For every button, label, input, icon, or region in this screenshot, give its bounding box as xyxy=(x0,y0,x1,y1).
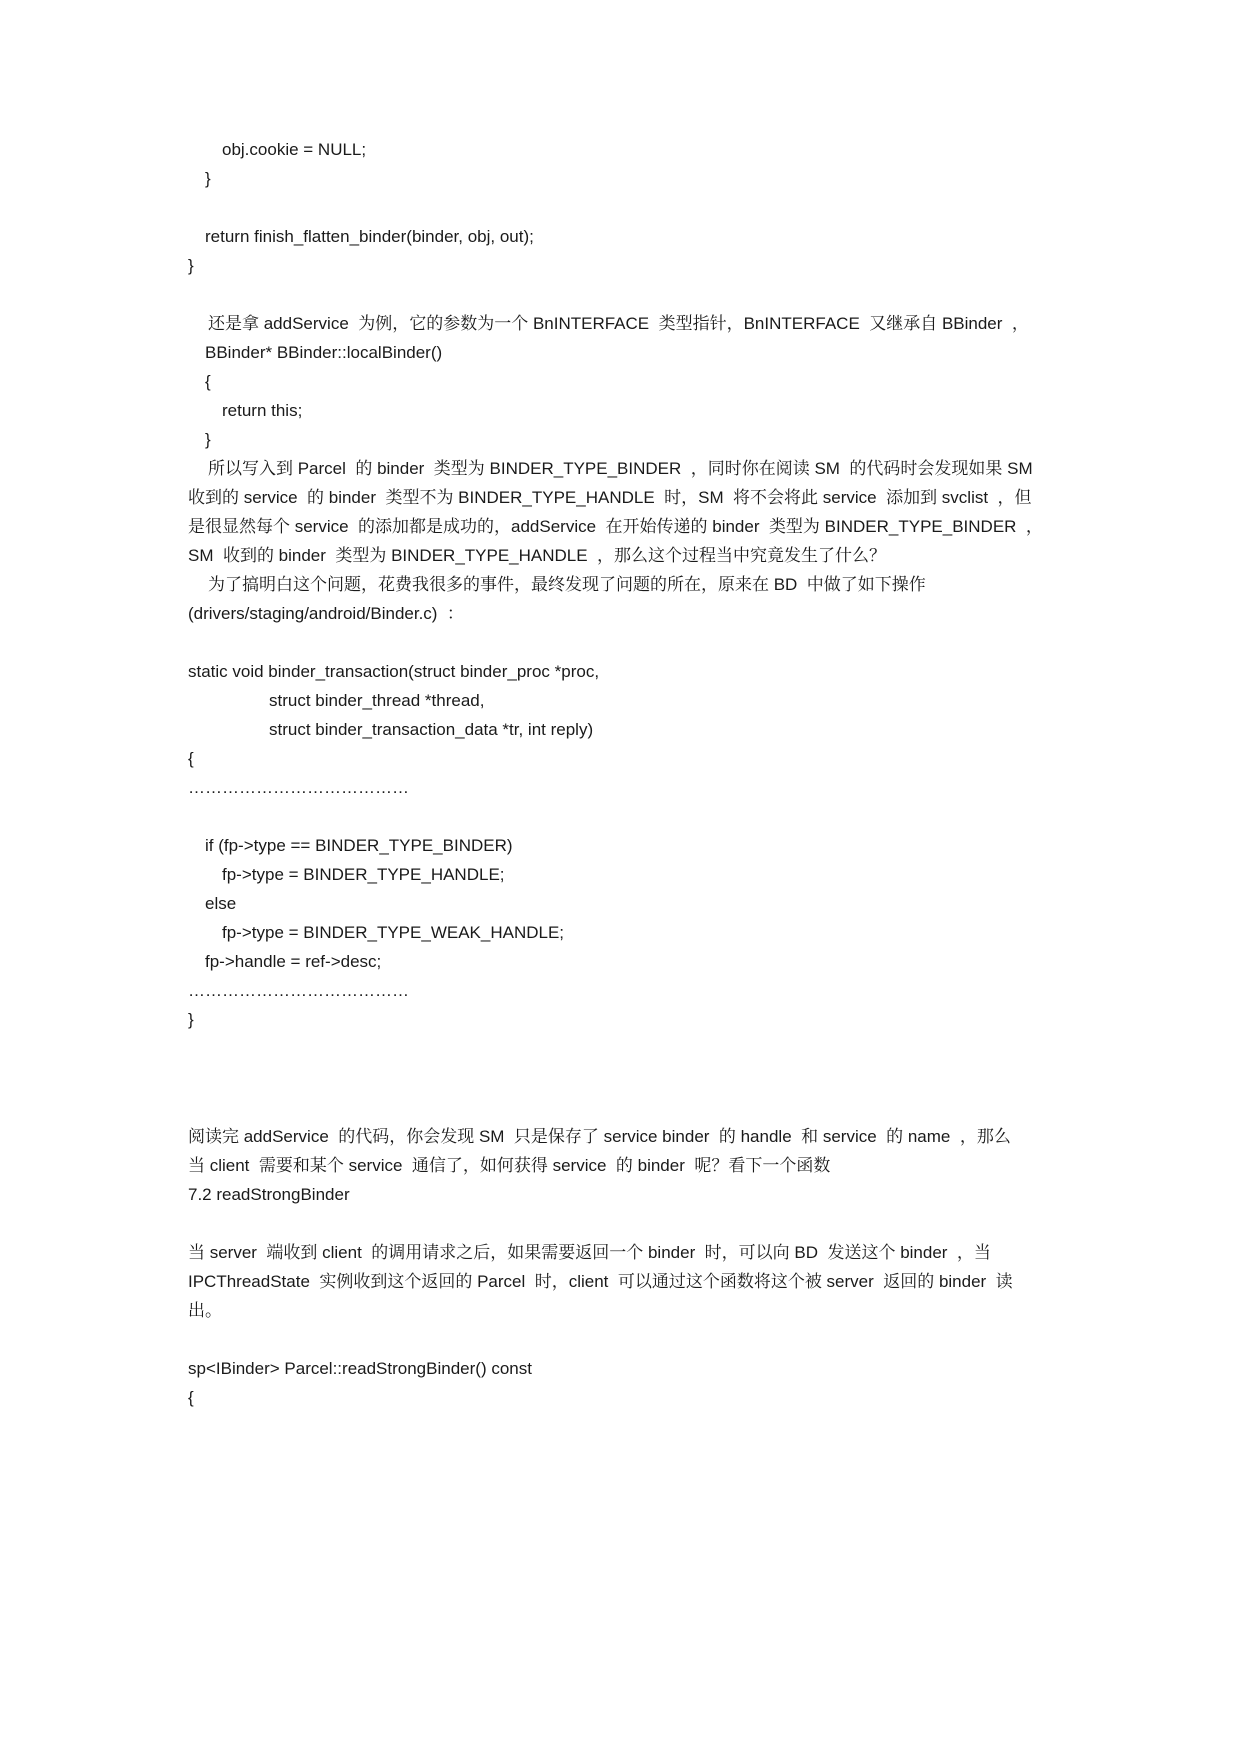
paragraph-line: (drivers/staging/android/Binder.c) ： xyxy=(188,604,464,623)
code-line: else xyxy=(205,894,237,913)
paragraph-line: 是很显然每个 service 的添加都是成功的，addService 在开始传递的 binder 类型为 BINDER_TYPE_BINDER ， xyxy=(188,517,1043,536)
paragraph-line: 为了搞明白这个问题，花费我很多的事件，最终发现了问题的所在，原来在 BD 中做了如下操作 xyxy=(208,575,926,594)
code-line: BBinder* BBinder::localBinder() xyxy=(205,343,443,362)
code-line: } xyxy=(188,256,194,275)
paragraph-line: 收到的 service 的 binder 类型不为 BINDER_TYPE_HANDLE 时，SM 将不会将此 service 添加到 svclist ，但 xyxy=(188,488,1032,507)
code-line: { xyxy=(188,1388,194,1407)
paragraph-line: IPCThreadState 实例收到这个返回的 Parcel 时，client 可以通过这个函数将这个被 server 返回的 binder 读 xyxy=(188,1272,1013,1291)
code-line: fp->type = BINDER_TYPE_HANDLE; xyxy=(222,865,505,884)
paragraph-line: SM 收到的 binder 类型为 BINDER_TYPE_HANDLE ，那么这个过程当中究竟发生了什么？ xyxy=(188,546,887,565)
code-line: obj.cookie = NULL; xyxy=(222,140,367,159)
code-line: } xyxy=(205,169,211,188)
code-line: fp->handle = ref->desc; xyxy=(205,952,382,971)
code-line: fp->type = BINDER_TYPE_WEAK_HANDLE; xyxy=(222,923,565,942)
code-line: struct binder_transaction_data *tr, int reply) xyxy=(269,720,594,739)
code-line: if (fp->type == BINDER_TYPE_BINDER) xyxy=(205,836,513,855)
paragraph-line: 阅读完 addService 的代码，你会发现 SM 只是保存了 service binder 的 handle 和 service 的 name ，那么 xyxy=(188,1127,1011,1146)
section-heading: 7.2 readStrongBinder xyxy=(188,1185,350,1204)
code-line: struct binder_thread *thread, xyxy=(269,691,485,710)
code-line: static void binder_transaction(struct binder_proc *proc, xyxy=(188,662,600,681)
paragraph-line: 当 client 需要和某个 service 通信了，如何获得 service 的 binder 呢？看下一个函数 xyxy=(188,1156,831,1175)
paragraph-line: 当 server 端收到 client 的调用请求之后，如果需要返回一个 binder 时，可以向 BD 发送这个 binder ，当 xyxy=(188,1243,991,1262)
code-line: sp<IBinder> Parcel::readStrongBinder() const xyxy=(188,1359,532,1378)
code-line: } xyxy=(188,1010,194,1029)
code-line: ………………………………… xyxy=(188,981,409,1000)
paragraph-line: 还是拿 addService 为例，它的参数为一个 BnINTERFACE 类型指针，BnINTERFACE 又继承自 BBinder ， xyxy=(208,314,1029,333)
paragraph-line: 所以写入到 Parcel 的 binder 类型为 BINDER_TYPE_BINDER ，同时你在阅读 SM 的代码时会发现如果 SM xyxy=(208,459,1033,478)
code-line: { xyxy=(205,372,211,391)
code-line: { xyxy=(188,749,194,768)
code-line: return this; xyxy=(222,401,303,420)
code-line: ………………………………… xyxy=(188,778,409,797)
code-line: } xyxy=(205,430,211,449)
paragraph-line: 出。 xyxy=(188,1301,222,1320)
code-line: return finish_flatten_binder(binder, obj, out); xyxy=(205,227,534,246)
